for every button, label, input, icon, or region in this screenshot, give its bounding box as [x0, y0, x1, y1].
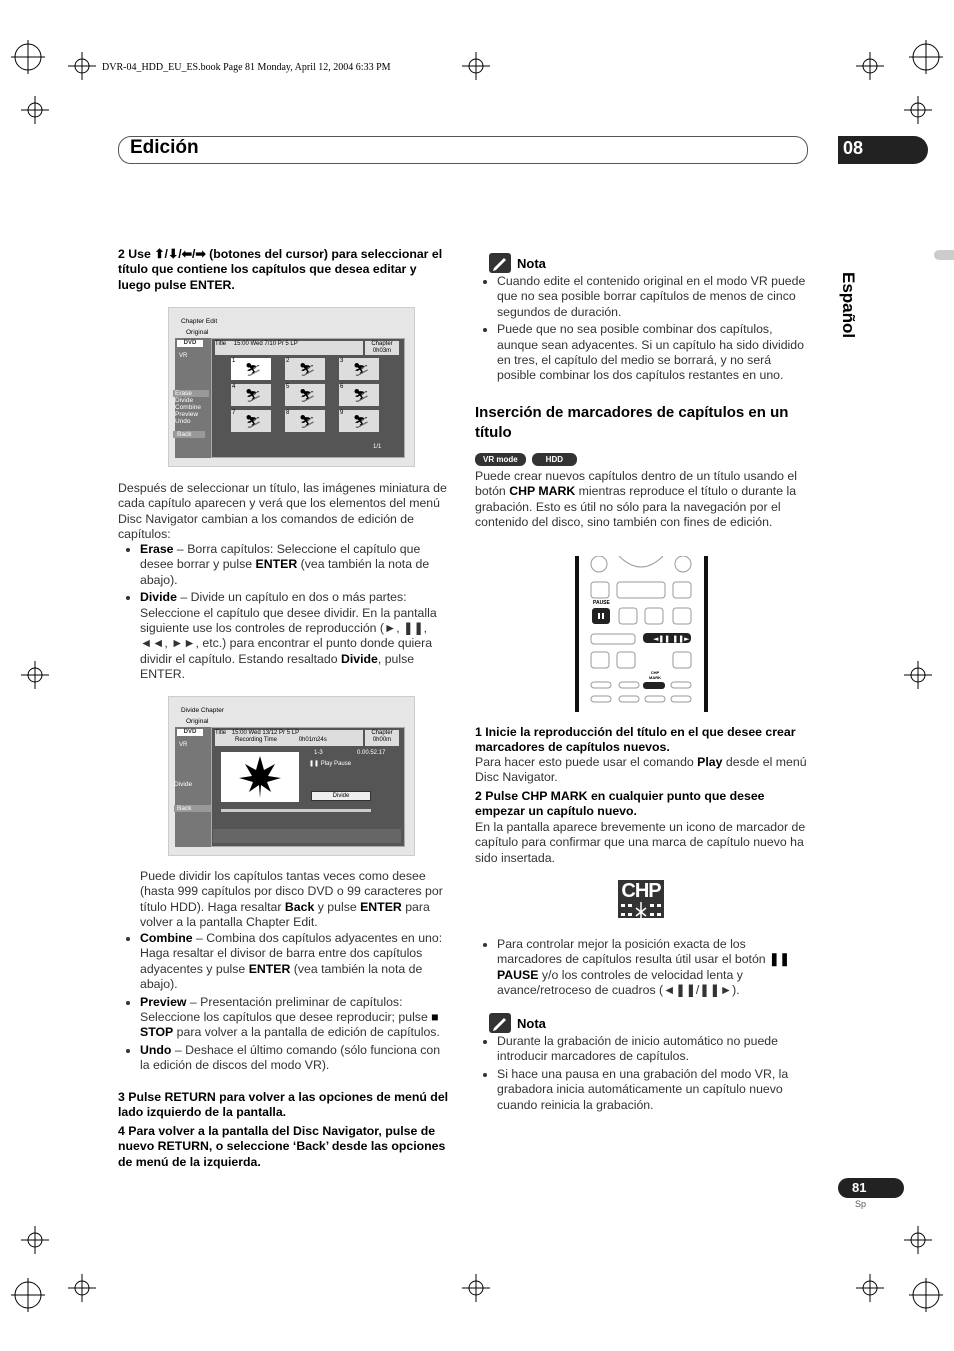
disc-label: DVD: [177, 729, 203, 736]
divide-chapter-screenshot: [168, 696, 415, 856]
skater-icon: ⛷: [353, 414, 370, 429]
language-tab: [934, 250, 954, 260]
info-chapter: Chapter: [371, 341, 393, 347]
chapter-thumbnail[interactable]: [231, 410, 271, 432]
thumbnail-number: 8: [286, 410, 290, 416]
note-1-list: [475, 274, 807, 386]
note-2-heading: Nota: [517, 1016, 546, 1031]
chp-marker-icon: [618, 880, 664, 922]
chapter-thumbnail[interactable]: [339, 358, 379, 380]
hdd-badge: HDD: [532, 453, 577, 466]
page-indicator: 1/1: [373, 444, 382, 450]
remote-control-image: [575, 556, 708, 712]
thumbnail-number: 2: [286, 358, 290, 364]
step-2-heading: 2 Use ⬆/⬇/⬅/➡ (botones del cursor) para seleccionar el título que contiene los capítulos que desea editar y luego pulse ENTER.: [118, 247, 443, 292]
divide-paragraph: Puede dividir los capítulos tantas veces como desee (hasta 999 capítulos por disco DVD o 99 caracteres por título HDD). Haga resaltar Back y pulse ENTER para volver a la pantalla Chapter Edit.: [140, 869, 443, 930]
chp-icon-text: CHP: [618, 880, 664, 902]
note-pencil-icon: [489, 253, 511, 273]
chapter-number: 08: [843, 138, 864, 158]
disc-label: DVD: [177, 340, 203, 347]
step-2-heading: 2 Pulse CHP MARK en cualquier punto que desee empezar un capítulo nuevo.: [475, 789, 765, 819]
step-4-heading: 4 Para volver a la pantalla del Disc Navigator, pulse de nuevo RETURN, o seleccione ‘Back’ desde las opciones de menú de la izquierda.: [118, 1124, 446, 1169]
intro-paragraph: Después de seleccionar un título, las imágenes miniatura de cada capítulo aparecen y verá que los elementos del menú Disc Navigator cambian a los comandos de edición de capítulos:: [118, 481, 447, 542]
language-label: Español: [839, 272, 858, 339]
section-title: Inserción de marcadores de capítulos en un título: [475, 404, 789, 441]
chapter-thumbnail[interactable]: [285, 384, 325, 406]
note-1-heading: Nota: [517, 256, 546, 271]
section-paragraph: Puede crear nuevos capítulos dentro de un título usando el botón CHP MARK mientras reproduce el título o durante la grabación. Esto es útil no sólo para la navegación por el contenido del disco, sino también con fines de edición.: [475, 469, 797, 530]
page-title: Edición: [130, 137, 199, 158]
info-time: 0h00m: [372, 737, 392, 743]
svg-text:◄❚❚ ❚❚►: ◄❚❚ ❚❚►: [653, 635, 690, 643]
command-item: • Combine – Combina dos capítulos adyacentes en uno: Haga resaltar el divisor de barra entre dos capítulos adyacentes y pulse ENTER (vea también la nota de abajo).: [140, 931, 450, 993]
screen-title: Chapter Edit: [181, 318, 218, 325]
menu-divide[interactable]: Divide: [174, 781, 193, 788]
note-1-item: • Cuando edite el contenido original en el modo VR puede que no sea posible borrar capítulos de menos de cinco segundos de duración.: [497, 274, 807, 320]
screen-title: Divide Chapter: [181, 707, 224, 714]
command-item: • Undo – Deshace el último comando (sólo funciona con la edición de discos del modo VR).: [140, 1043, 450, 1074]
chapter-thumbnail[interactable]: [339, 410, 379, 432]
page-lang: Sp: [855, 1199, 867, 1209]
info-rec-label: Recording Time: [235, 737, 278, 743]
commands-list-2: [118, 931, 450, 1076]
skater-icon: ⛷: [299, 414, 316, 429]
vr-label: VR: [179, 742, 188, 748]
info-chapter: Chapter: [371, 730, 393, 736]
leaf-icon: [221, 752, 299, 802]
info-text: 15:00 Wed 13/12 Pr 5 LP: [231, 730, 300, 736]
thumbnail-number: 3: [340, 358, 344, 364]
step-1-heading: 1 Inicie la reproducción del título en el que desee crear marcadores de capítulos nuevos.: [475, 725, 796, 755]
step-2-text: En la pantalla aparece brevemente un icono de marcador de capítulo para confirmar que una marca de capítulo nuevo ha sido insertada.: [475, 820, 806, 865]
command-item: • Divide – Divide un capítulo en dos o más partes: Seleccione el capítulo que desee dividir. En la pantalla siguiente use los controles de reproducción (►, ❚❚, ◄◄, ►►, etc.) para encontrar el punto donde quiera dividir el capítulo. Estando resaltado Divide, pulse ENTER.: [140, 590, 450, 682]
menu-back[interactable]: Back: [173, 431, 205, 438]
divide-button[interactable]: Divide: [311, 791, 371, 801]
chapter-thumbnail[interactable]: [231, 384, 271, 406]
command-item: • Preview – Presentación preliminar de capítulos: Seleccione los capítulos que desee reproducir; pulse ■ STOP para volver a la pantalla de edición de capítulos.: [140, 995, 450, 1041]
file-info-line: DVR-04_HDD_EU_ES.book Page 81 Monday, April 12, 2004 6:33 PM: [102, 62, 391, 73]
chp-mark-label: CHP MARK: [649, 670, 661, 680]
segment-label: 1-3: [314, 750, 323, 756]
note-1-item: • Puede que no sea posible combinar dos capítulos, aunque sean adyacentes. Si un capítulo ha sido dividido en tres, el capítulo del medio se borrará, y no será posible combinar los dos capítulos restantes en uno.: [497, 322, 807, 384]
menu-preview[interactable]: Preview: [175, 411, 199, 418]
mode-badges: [475, 449, 577, 467]
skater-icon: ⛷: [245, 362, 262, 377]
commands-list-1: [118, 542, 450, 685]
skater-icon: ⛷: [353, 362, 370, 377]
info-title: Title: [215, 341, 227, 347]
remote-buttons: [575, 556, 708, 712]
vr-mode-badge: VR mode: [475, 453, 526, 466]
menu-undo[interactable]: Undo: [175, 418, 191, 425]
skater-icon: ⛷: [299, 362, 316, 377]
screen-tab: Original: [186, 329, 209, 336]
timeline-bar: [221, 809, 371, 812]
header-bar: [118, 136, 808, 164]
skater-icon: ⛷: [299, 388, 316, 403]
skater-icon: ⛷: [245, 414, 262, 429]
chapter-thumbnail[interactable]: [231, 358, 271, 380]
note-2-item: • Durante la grabación de inicio automático no puede introducir marcadores de capítulos.: [497, 1034, 807, 1065]
thumbnail-number: 6: [340, 384, 344, 390]
preview-frame: [221, 752, 299, 802]
pause-label: PAUSE: [593, 600, 610, 606]
timecode: 0.00.52.17: [357, 750, 386, 756]
note-2-list: [475, 1034, 807, 1115]
thumbnail-number: 9: [340, 410, 344, 416]
step-1-text: Para hacer esto puede usar el comando Play desde el menú Disc Navigator.: [475, 755, 807, 785]
thumbnail-number: 7: [232, 410, 236, 416]
tip-list: • Para controlar mejor la posición exacta de los marcadores de capítulos resulta útil usar el botón ❚❚ PAUSE y/o los controles de velocidad lenta y avance/retroceso de cuadros (◄❚❚/❚❚►).: [475, 937, 807, 1001]
menu-erase[interactable]: Erase: [173, 390, 209, 397]
play-state: ❚❚ Play Pause: [309, 761, 352, 767]
menu-combine[interactable]: Combine: [175, 404, 202, 411]
status-bar: [213, 829, 401, 843]
step-3-heading: 3 Pulse RETURN para volver a las opciones de menú del lado izquierdo de la pantalla.: [118, 1090, 449, 1120]
info-rec-time: 0h01m24s: [298, 737, 327, 743]
chapter-thumbnail[interactable]: [285, 410, 325, 432]
skater-icon: ⛷: [245, 388, 262, 403]
vr-label: VR: [179, 353, 188, 359]
info-text: 15:00 Wed 7/10 Pr 5 LP: [233, 341, 298, 347]
info-time: 0h03m: [372, 348, 392, 354]
chapter-thumbnail[interactable]: [339, 384, 379, 406]
thumbnail-number: 4: [232, 384, 236, 390]
thumbnail-grid: [231, 358, 381, 438]
note-2-item: • Si hace una pausa en una grabación del modo VR, la grabadora inicia automáticamente un capítulo nuevo cuando reinicia la grabación.: [497, 1067, 807, 1113]
page-number-tab: [838, 1178, 904, 1198]
info-title: Title: [215, 730, 227, 736]
menu-divide[interactable]: Divide: [175, 397, 194, 404]
skater-icon: ⛷: [353, 388, 370, 403]
menu-back[interactable]: Back: [174, 805, 216, 812]
note-pencil-icon: [489, 1013, 511, 1033]
command-item: • Erase – Borra capítulos: Seleccione el capítulo que desee borrar y pulse ENTER (vea también la nota de abajo).: [140, 542, 450, 588]
page-number: 81: [852, 1180, 867, 1195]
thumbnail-number: 5: [286, 384, 290, 390]
thumbnail-number: 1: [232, 358, 236, 364]
screen-tab: Original: [186, 718, 209, 725]
chapter-thumbnail[interactable]: [285, 358, 325, 380]
chapter-edit-screenshot: [168, 307, 415, 467]
